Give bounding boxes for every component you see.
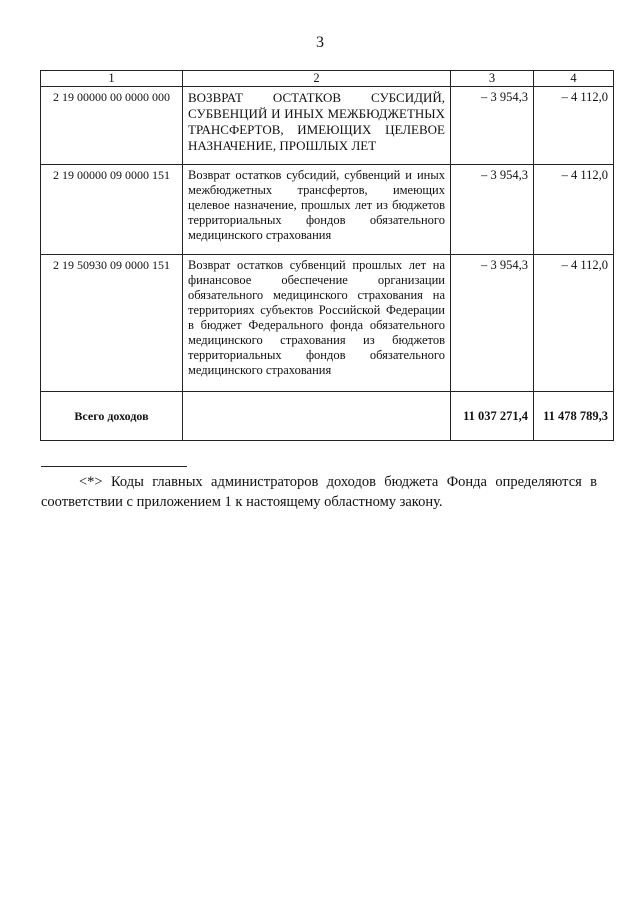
amount-col3: – 3 954,3 <box>451 255 534 392</box>
total-col4: 11 478 789,3 <box>534 392 614 441</box>
table-row <box>41 87 614 165</box>
amount-col4: – 4 112,0 <box>534 255 614 392</box>
table-header-row <box>41 71 614 87</box>
column-header-1: 1 <box>41 71 183 87</box>
revenue-name: ВОЗВРАТ ОСТАТКОВ СУБСИДИЙ, СУБВЕНЦИЙ И ИНЫХ МЕЖБЮДЖЕТНЫХ ТРАНСФЕРТОВ, ИМЕЮЩИХ ЦЕЛЕВОЕ НАЗНАЧЕНИЕ, ПРОШЛЫХ ЛЕТ <box>183 87 451 165</box>
total-col3: 11 037 271,4 <box>451 392 534 441</box>
column-header-3: 3 <box>451 71 534 87</box>
revenue-name: Возврат остатков субвенций прошлых лет на финансовое обеспечение организации обязательного медицинского страхования на территориях субъектов Российской Федерации в бюджет Федерального фонда обязательного медицинского страхования из бюджетов территориальных фондов обязательного медицинского страхования <box>183 255 451 392</box>
column-header-2: 2 <box>183 71 451 87</box>
column-header-4: 4 <box>534 71 614 87</box>
total-name <box>183 392 451 441</box>
amount-col4: – 4 112,0 <box>534 165 614 255</box>
revenue-code: 2 19 00000 00 0000 000 <box>41 87 183 165</box>
table-row <box>41 165 614 255</box>
amount-col4: – 4 112,0 <box>534 87 614 165</box>
revenue-code: 2 19 50930 09 0000 151 <box>41 255 183 392</box>
total-row <box>41 392 614 441</box>
revenue-table <box>40 70 614 441</box>
page-number: 3 <box>316 34 324 51</box>
footnote: <*> Коды главных администраторов доходов бюджета Фонда определяются в соответствии с приложением 1 к настоящему областному закону. <box>41 474 597 510</box>
total-label: Всего доходов <box>41 392 183 441</box>
revenue-name: Возврат остатков субсидий, субвенций и иных межбюджетных трансфертов, имеющих целевое назначение, прошлых лет из бюджетов территориальных фондов обязательного медицинского страхования <box>183 165 451 255</box>
amount-col3: – 3 954,3 <box>451 87 534 165</box>
footnote-separator <box>41 466 187 467</box>
revenue-code: 2 19 00000 09 0000 151 <box>41 165 183 255</box>
table-row <box>41 255 614 392</box>
amount-col3: – 3 954,3 <box>451 165 534 255</box>
